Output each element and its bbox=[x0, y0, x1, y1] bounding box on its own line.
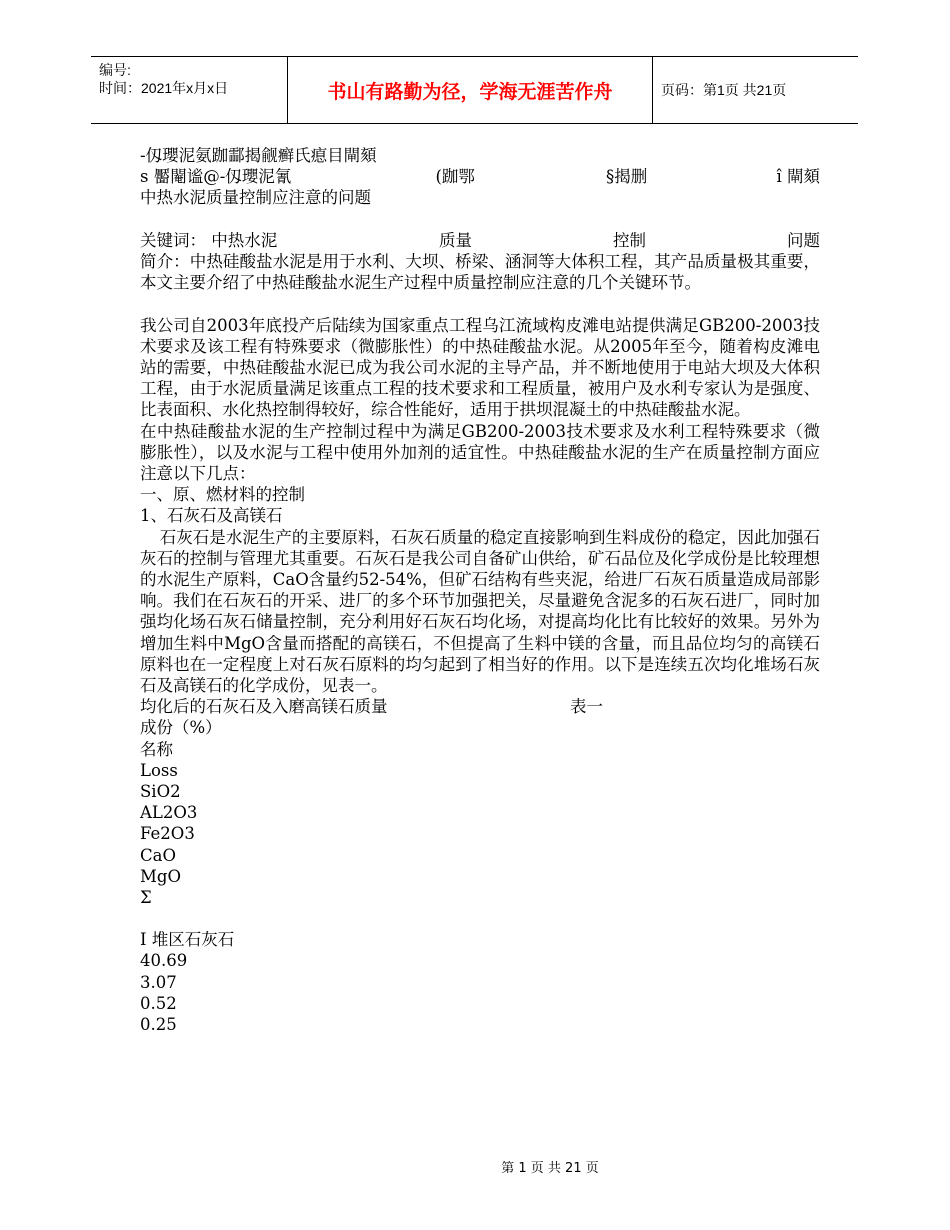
keyword: 问题 bbox=[787, 230, 820, 250]
table-column: Loss bbox=[140, 760, 178, 780]
body-paragraph-1: 我公司自2003年底投产后陆续为国家重点工程乌江流域构皮滩电站提供满足GB200-2003技术要求及该工程有特殊要求（微膨胀性）的中热硅酸盐水泥。从2005年至今，随着构皮滩电站的需要，中热硅酸盐水泥已成为我公司水泥的主导产品，并不断地使用于电站大坝及大体积工程，由于水泥质量满足该重点工程的技术要求和工程质量，被用户及水利专家认为是强度、比表面积、水化热控制得较好，综合性能好，适用于拱坝混凝土的中热硅酸盐水泥。 bbox=[140, 315, 820, 420]
table-header-name: 名称 bbox=[140, 739, 173, 759]
table-column: CaO bbox=[140, 845, 176, 865]
table-column: Σ bbox=[140, 887, 152, 907]
table-cell: 40.69 bbox=[140, 951, 188, 971]
table-column: Fe2O3 bbox=[140, 824, 195, 844]
body-paragraph-2: 在中热硅酸盐水泥的生产控制过程中为满足GB200-2003技术要求及水利工程特殊要求（微膨胀性），以及水泥与工程中使用外加剂的适宜性。中热硅酸盐水泥的生产在质量控制方面应注意以下几点： bbox=[140, 421, 820, 483]
table-cell: 3.07 bbox=[140, 972, 177, 992]
header-motto-cell bbox=[287, 57, 653, 123]
table-column: AL2O3 bbox=[140, 803, 198, 823]
time-label: 时间：2021年x月x日 bbox=[99, 80, 229, 96]
garbled-part: (跏鄂 bbox=[435, 167, 475, 187]
garbled-line-2 bbox=[140, 166, 820, 187]
footer-page-number: 第 1 页 共 21 页 bbox=[501, 1161, 599, 1176]
header-motto: 书山有路勤为径，学海无涯苦作舟 bbox=[327, 80, 613, 103]
document-body bbox=[140, 145, 820, 1035]
keyword: 关键词： 中热水泥 bbox=[140, 230, 278, 250]
table-label: 表一 bbox=[570, 697, 603, 717]
page-header bbox=[91, 56, 858, 124]
garbled-part: î 閘頦 bbox=[776, 167, 820, 187]
intro-paragraph: 简介：中热硅酸盐水泥是用于水利、大坝、桥梁、涵洞等大体积工程，其产品质量极其重要，本文主要介绍了中热硅酸盐水泥生产过程中质量控制应注意的几个关键环节。 bbox=[140, 251, 820, 293]
table-column: SiO2 bbox=[140, 781, 181, 801]
table-row-name: I 堆区石灰石 bbox=[140, 930, 235, 950]
header-meta bbox=[91, 57, 287, 123]
document-title: 中热水泥质量控制应注意的问题 bbox=[140, 188, 371, 208]
keyword: 质量 bbox=[439, 230, 472, 250]
table-column: MgO bbox=[140, 866, 181, 886]
subsection-heading: 1、石灰石及高镁石 bbox=[140, 506, 283, 526]
table-caption: 均化后的石灰石及入磨高镁石质量 bbox=[140, 697, 388, 717]
table-cell: 0.52 bbox=[140, 993, 177, 1013]
table-header-composition: 成份（%） bbox=[140, 718, 222, 738]
keywords-line bbox=[140, 230, 820, 251]
garbled-part: §揭删 bbox=[605, 167, 648, 187]
keyword: 控制 bbox=[613, 230, 646, 250]
garbled-line-1: -仭瓔泥氨跏酃揭觎癣氏瘜目閘頦 bbox=[140, 146, 377, 165]
table-caption-line bbox=[140, 696, 820, 717]
table-cell: 0.25 bbox=[140, 1015, 177, 1035]
section-heading: 一、原、燃材料的控制 bbox=[140, 485, 305, 505]
page-footer bbox=[0, 1157, 950, 1176]
body-paragraph-3: 石灰石是水泥生产的主要原料，石灰石质量的稳定直接影响到生料成份的稳定，因此加强石灰石的控制与管理尤其重要。石灰石是我公司自备矿山供给，矿石品位及化学成份是比较理想的水泥生产原料，CaO含量约52-54%，但矿石结构有些夹泥，给进厂石灰石质量造成局部影响。我们在石灰石的开采、进厂的多个环节加强把关，尽量避免含泥多的石灰石进厂，同时加强均化场石灰石储量控制，充分利用好石灰石均化场，对提高均化比有比较好的效果。另外为增加生料中MgO含量而搭配的高镁石，不但提高了生料中镁的含量，而且品位均匀的高镁石原料也在一定程度上对石灰石原料的均匀起到了相当好的作用。以下是连续五次均化堆场石灰石及高镁石的化学成份，见表一。 bbox=[140, 527, 820, 695]
garbled-part: s 靨閹谧@-仭瓔泥氰 bbox=[140, 167, 292, 187]
number-label: 编号: bbox=[99, 62, 131, 78]
header-page-info: 页码：第1页 共21页 bbox=[661, 82, 787, 98]
